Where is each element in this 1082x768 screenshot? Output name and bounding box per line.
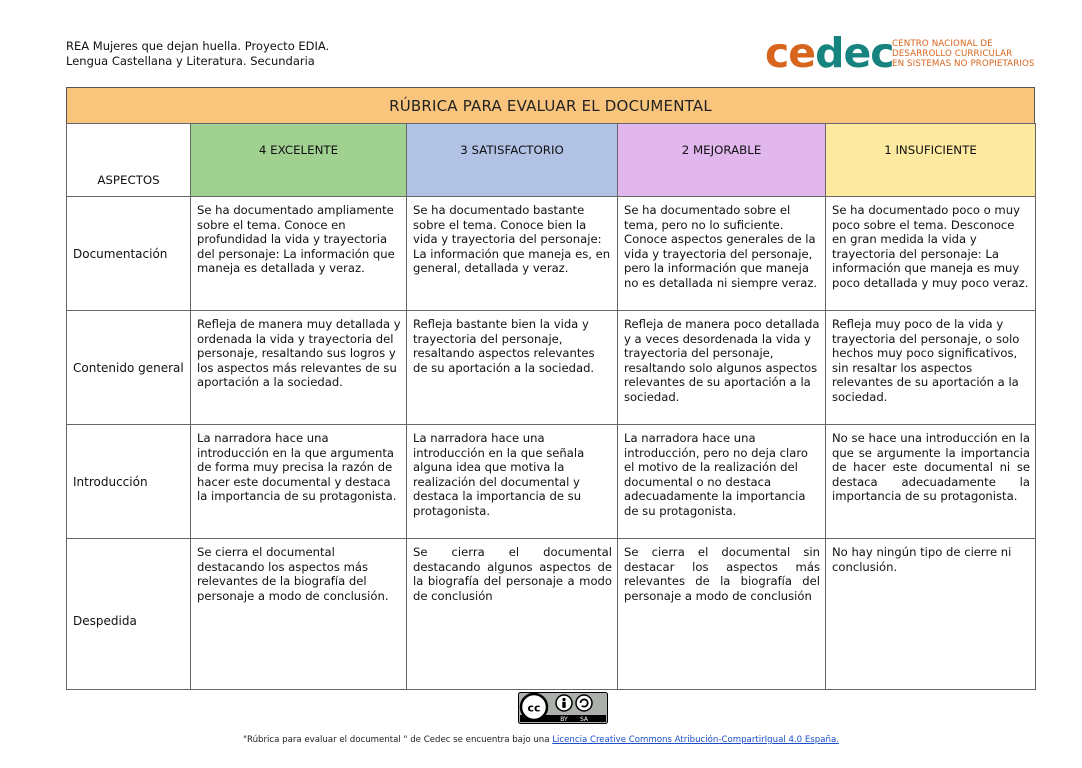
- by-icon-head: [562, 698, 565, 701]
- criteria-cell: Se cierra el documental destacando los aspectos más relevantes de la biografía del personaje a modo de conclusión.: [191, 539, 407, 690]
- logo-word-dec: dec: [815, 29, 894, 77]
- by-icon-body: [562, 702, 565, 708]
- license-footer: [0, 735, 1082, 745]
- level-2-header: 2 MEJORABLE: [618, 124, 826, 197]
- criteria-cell: Se cierra el documental destacando algunos aspectos de la biografía del personaje a modo de conclusión: [407, 539, 618, 690]
- aspect-label: Despedida: [67, 539, 191, 690]
- header-line-1: REA Mujeres que dejan huella. Proyecto EDIA.: [66, 39, 330, 53]
- aspect-label: Documentación: [67, 197, 191, 311]
- table-row: [67, 311, 1036, 425]
- logo-sub-1: CENTRO NACIONAL DE: [892, 39, 993, 49]
- sa-icon: [576, 695, 592, 711]
- criteria-cell: Refleja bastante bien la vida y trayectoria del personaje, resaltando aspectos relevantes de su aportación a la sociedad.: [407, 311, 618, 425]
- table-row: [67, 425, 1036, 539]
- criteria-cell: Se ha documentado bastante sobre el tema. Conoce bien la vida y trayectoria del personaje: La información que maneja es, en general, detallada y veraz.: [407, 197, 618, 311]
- criteria-cell: Se ha documentado ampliamente sobre el tema. Conoce en profundidad la vida y trayectoria del personaje: La información que maneja es detallada y veraz.: [191, 197, 407, 311]
- level-4-header: 4 EXCELENTE: [191, 124, 407, 197]
- rubric-grid: [66, 123, 1036, 690]
- aspect-label: Introducción: [67, 425, 191, 539]
- license-link[interactable]: Licencia Creative Commons Atribución-CompartirIgual 4.0 España.: [552, 735, 839, 745]
- cc-label: cc: [527, 701, 541, 715]
- cc-by-sa-badge[interactable]: [518, 692, 608, 724]
- level-1-header: 1 INSUFICIENTE: [826, 124, 1036, 197]
- criteria-cell: Refleja de manera poco detallada y a veces desordenada la vida y trayectoria del personaje, resaltando solo algunos aspectos relevantes de su aportación a la sociedad.: [618, 311, 826, 425]
- logo-word: [765, 30, 894, 76]
- criteria-cell: Refleja de manera muy detallada y ordenada la vida y trayectoria del personaje, resaltando sus logros y los aspectos más relevantes de su aportación a la sociedad.: [191, 311, 407, 425]
- criteria-cell: La narradora hace una introducción, pero no deja claro el motivo de la realización del documental o no destaca adecuadamente la importancia de su protagonista.: [618, 425, 826, 539]
- by-label: BY: [560, 716, 568, 723]
- sa-label: SA: [579, 716, 589, 723]
- logo-subtitle: [892, 39, 1035, 69]
- criteria-cell: La narradora hace una introducción en la que señala alguna idea que motiva la realización del documental y destaca la importancia de su protagonista.: [407, 425, 618, 539]
- logo-sub-2: DESARROLLO CURRICULAR: [892, 49, 1013, 59]
- level-3-header: 3 SATISFACTORIO: [407, 124, 618, 197]
- rubric-table: [66, 87, 1035, 690]
- rubric-title: RÚBRICA PARA EVALUAR EL DOCUMENTAL: [66, 87, 1035, 123]
- aspect-label: Contenido general: [67, 311, 191, 425]
- document-header: [66, 39, 329, 69]
- criteria-cell: Refleja muy poco de la vida y trayectoria del personaje, o solo hechos muy poco significativos, sin resaltar los aspectos relevantes de su aportación a la sociedad.: [826, 311, 1036, 425]
- criteria-cell: Se ha documentado poco o muy poco sobre el tema. Desconoce en gran medida la vida y trayectoria del personaje: La información que maneja es muy poco detallada y muy poco veraz.: [826, 197, 1036, 311]
- criteria-cell: No hay ningún tipo de cierre ni conclusión.: [826, 539, 1036, 690]
- aspects-header: ASPECTOS: [67, 124, 191, 197]
- header-line-2: Lengua Castellana y Literatura. Secundaria: [66, 54, 315, 68]
- criteria-cell: Se cierra el documental sin destacar los aspectos más relevantes de la biografía del personaje a modo de conclusión: [618, 539, 826, 690]
- table-row: [67, 539, 1036, 690]
- logo-word-ce: ce: [765, 29, 816, 77]
- header-row: [67, 124, 1036, 197]
- criteria-cell: Se ha documentado sobre el tema, pero no lo suficiente. Conoce aspectos generales de la vida y trayectoria del personaje, pero la información que maneja no es detallada ni siempre veraz.: [618, 197, 826, 311]
- criteria-cell: La narradora hace una introducción en la que argumenta de forma muy precisa la razón de hacer este documental y destaca la importancia de su protagonista.: [191, 425, 407, 539]
- table-row: [67, 197, 1036, 311]
- footer-text: "Rúbrica para evaluar el documental " de Cedec se encuentra bajo una: [243, 735, 553, 745]
- criteria-cell: No se hace una introducción en la que se argumente la importancia de hacer este documental ni se destaca adecuadamente la importancia de su protagonista.: [826, 425, 1036, 539]
- logo-sub-3: EN SISTEMAS NO PROPIETARIOS: [892, 59, 1035, 69]
